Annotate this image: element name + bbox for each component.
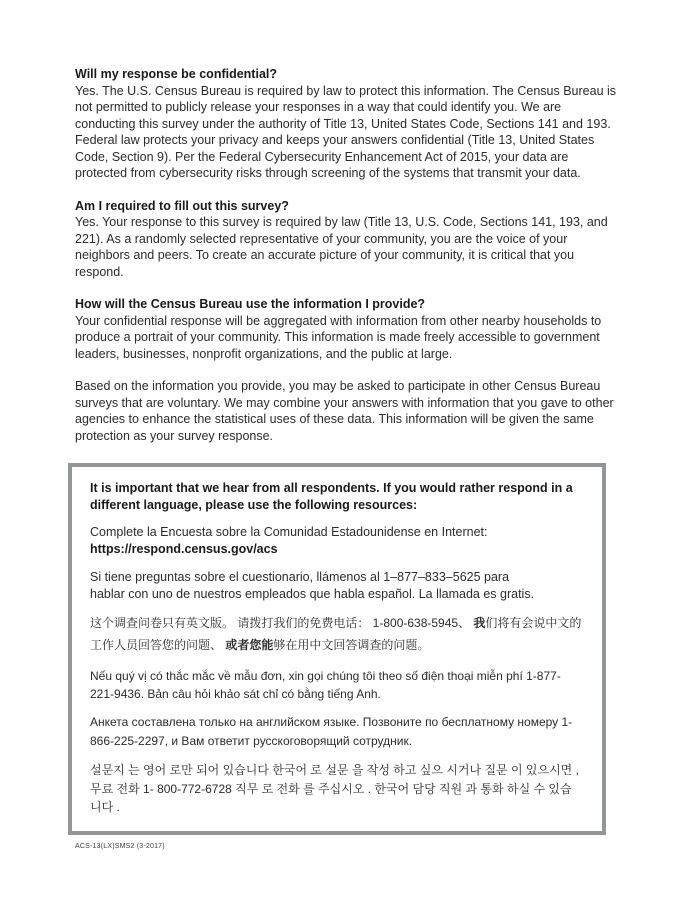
spanish-internet-line: Complete la Encuesta sobre la Comunidad Estadounidense en Internet: [90, 525, 488, 539]
chinese-text-run3: 们将有会说中文的工作人员回答您的问题、 [90, 616, 582, 652]
spanish-phone-paragraph [90, 569, 582, 604]
section-body-required: Yes. Your response to this survey is required by law (Title 13, U.S. Code, Sections 141, 193, and 221). As a randomly selected representative of your community, you are the voice of your neighbors and peers. To create an accurate picture of your community, it is critical that you respond. [75, 215, 608, 279]
section-confidentiality [75, 66, 618, 182]
section-heading-confidentiality: Will my response be confidential? [75, 67, 278, 81]
vietnamese-paragraph: Nếu quý vị có thắc mắc về mẫu đơn, xin gọi chúng tôi theo số điện thoại miễn phí 1-877-221-9436. Bản câu hỏi khảo sát chỉ có bằng tiếng Anh. [90, 668, 561, 701]
chinese-text-run1: 这个调查问卷只有英文版。 请拨打我们的免费电话： 1-800-638-5945、 [90, 616, 474, 630]
section-heading-required: Am I required to fill out this survey? [75, 198, 289, 213]
paragraph-other-surveys: Based on the information you provide, you may be asked to participate in other Census Bureau surveys that are voluntary. We may combine your answers with information that you gave to other agencies to enhance the statistical uses of these data. This information will be given the same protection as your survey response. [75, 379, 614, 443]
russian-paragraph: Анкета составлена только на английском языке. Позвоните по бесплатному номеру 1-866-225-2297, и Вам ответит русскоговорящий сотрудник. [90, 714, 573, 748]
korean-line1: 설문지 는 영어 로만 되어 있습니다 한국어 로 설문 을 작성 하고 싶으 시거나 질문 이 있으시면 , 무료 전화 1- [90, 763, 579, 796]
chinese-text-run5: 够在用中文回答调查的问题。 [273, 637, 430, 652]
section-required [75, 198, 618, 281]
chinese-text-run4: 或者您能 [225, 637, 274, 652]
korean-line2: 800-772-6728 직무 로 전화 를 주십시오 . 한국어 담당 직원 과 통화 하실 수 있습니다 . [90, 781, 572, 815]
spanish-phone-line1: Si tiene preguntas sobre el cuestionario, llámenos al 1–877–833–5625 para [90, 569, 510, 584]
section-body-information-use: Your confidential response will be aggregated with information from other nearby households to produce a portrait of your community. This information is made freely accessible to government leaders, businesses, nonprofit organizations, and the public at large. [75, 313, 602, 361]
korean-paragraph [90, 761, 582, 817]
chinese-text-run2: 我 [473, 616, 486, 630]
section-heading-information-use: How will the Census Bureau use the information I provide? [75, 297, 426, 311]
section-body-confidentiality: Yes. The U.S. Census Bureau is required by law to protect this information. The Census Bureau is not permitted to publicly release your responses in a way that could identify you. We are conducting this survey under the authority of Title 13, United States Code, Sections 141 and 193. Federal law protects your privacy and keeps your answers confidential (Title 13, United States Code, Section 9). Per the Federal Cybersecurity Enhancement Act of 2015, your data are protected from cybersecurity risks through screening of the systems that transmit your data. [75, 83, 617, 180]
respond-url: https://respond.census.gov/acs [90, 542, 278, 557]
section-information-use [75, 296, 618, 362]
form-number-footer: ACS-13(LX)SMS2 (3-2017) [75, 843, 165, 850]
language-resources-box [68, 463, 606, 835]
chinese-paragraph [90, 613, 582, 657]
language-box-intro: It is important that we hear from all respondents. If you would rather respond in a different language, please use the following resources: [90, 481, 573, 512]
spanish-phone-line2: hablar con uno de nuestros empleados que habla español. La llamada es gratis. [90, 586, 535, 601]
spanish-internet-paragraph [90, 524, 582, 559]
